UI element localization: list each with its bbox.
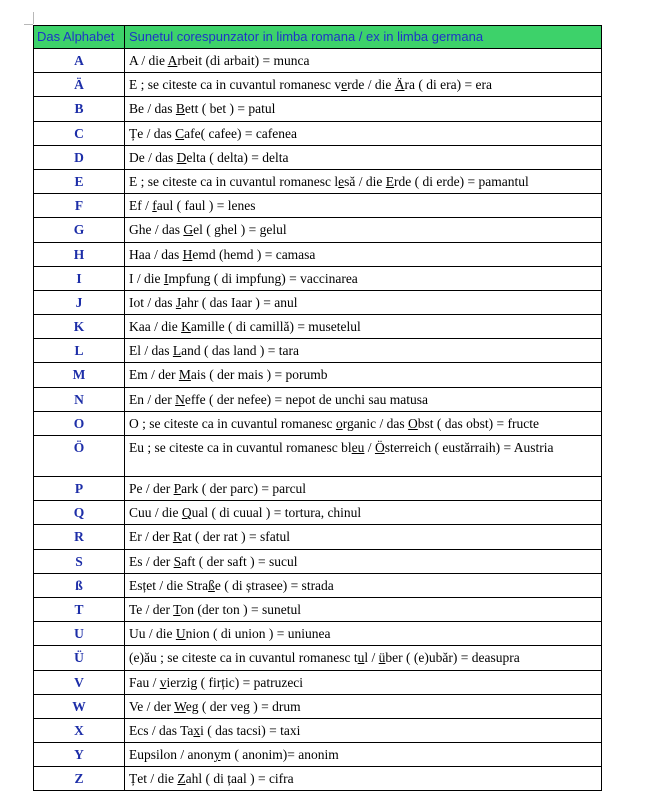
description-cell xyxy=(125,549,602,573)
table-row xyxy=(34,363,602,387)
alphabet-table xyxy=(33,25,602,791)
description-text: Er / der xyxy=(129,529,173,545)
description-cell xyxy=(125,218,602,242)
table-row xyxy=(34,266,602,290)
description-text: afe( cafee) = cafenea xyxy=(184,125,298,141)
letter-cell: V xyxy=(34,670,125,694)
description-text: and ( das land ) = tara xyxy=(181,343,299,359)
underlined-letter: o xyxy=(335,415,343,431)
description-text: De / das xyxy=(129,149,177,165)
description-text: i ( das tacsi) = taxi xyxy=(200,722,301,738)
description-text: effe ( der nefee) = nepot de unchi sau matusa xyxy=(184,391,429,407)
letter-cell: A xyxy=(34,49,125,73)
underlined-letter: U xyxy=(175,626,186,642)
letter-cell: C xyxy=(34,121,125,145)
description-cell xyxy=(125,622,602,646)
description-text: at ( der rat ) = sfatul xyxy=(181,529,290,545)
description-text: nion ( di union ) = uniunea xyxy=(185,626,331,642)
description-text: on (der ton ) = sunetul xyxy=(180,601,301,617)
table-row xyxy=(34,121,602,145)
description-text: e ( di ștrasee) = strada xyxy=(214,577,334,593)
description-cell xyxy=(125,339,602,363)
underlined-letter: u xyxy=(357,650,365,666)
letter-cell: W xyxy=(34,694,125,718)
description-cell xyxy=(125,121,602,145)
table-row xyxy=(34,145,602,169)
letter-cell: Q xyxy=(34,501,125,525)
description-text: E ; se citeste ca in cuvantul romanesc l xyxy=(129,173,339,189)
letter-cell: Ö xyxy=(34,436,125,477)
table-row xyxy=(34,622,602,646)
table-row xyxy=(34,315,602,339)
description-cell xyxy=(125,290,602,314)
table-row xyxy=(34,573,602,597)
letter-cell: Y xyxy=(34,743,125,767)
description-text: ahr ( das Iaar ) = anul xyxy=(181,294,298,310)
description-text: ra ( di era) = era xyxy=(404,77,492,93)
header-alphabet: Das Alphabet xyxy=(34,26,125,49)
table-row xyxy=(34,194,602,218)
table-header-row xyxy=(34,26,602,49)
table-row xyxy=(34,218,602,242)
table-row xyxy=(34,646,602,670)
description-text: Uu / die xyxy=(129,626,176,642)
description-cell xyxy=(125,363,602,387)
underlined-letter: v xyxy=(159,674,167,690)
description-text: I / die xyxy=(129,270,164,286)
page-corner-mark-horizontal xyxy=(24,24,33,25)
table-row xyxy=(34,339,602,363)
table-row xyxy=(34,743,602,767)
underlined-letter: A xyxy=(167,53,178,68)
underlined-letter: ü xyxy=(378,650,386,666)
description-cell xyxy=(125,670,602,694)
description-cell xyxy=(125,266,602,290)
description-text: Ef / xyxy=(129,198,153,214)
underlined-letter: C xyxy=(175,125,185,141)
description-cell xyxy=(125,694,602,718)
description-text: emd (hemd ) = camasa xyxy=(192,246,316,262)
description-text: amille ( di camillă) = musetelul xyxy=(190,319,361,335)
letter-cell: D xyxy=(34,145,125,169)
letter-cell: ß xyxy=(34,573,125,597)
underlined-letter: H xyxy=(182,246,193,262)
table-row xyxy=(34,597,602,621)
table-row xyxy=(34,501,602,525)
description-cell xyxy=(125,49,602,73)
underlined-letter: Q xyxy=(181,505,192,521)
description-text: ark ( der parc) = parcul xyxy=(181,481,307,496)
description-cell xyxy=(125,743,602,767)
description-text: Be / das xyxy=(129,101,176,117)
description-text: ierzig ( firțic) = patruzeci xyxy=(166,674,304,690)
table-row xyxy=(34,718,602,742)
description-cell xyxy=(125,436,602,477)
table-row xyxy=(34,411,602,435)
underlined-letter: T xyxy=(173,601,181,617)
table-row xyxy=(34,49,602,73)
description-text: Eu ; se citeste ca in cuvantul romanesc bl xyxy=(129,440,352,455)
table-row xyxy=(34,477,602,501)
underlined-letter: N xyxy=(175,391,185,407)
letter-cell: H xyxy=(34,242,125,266)
underlined-letter: e xyxy=(341,77,348,93)
letter-cell: P xyxy=(34,477,125,501)
description-cell xyxy=(125,525,602,549)
table-row xyxy=(34,97,602,121)
table-row xyxy=(34,436,602,477)
description-text: rde ( di erde) = pamantul xyxy=(394,173,529,189)
letter-cell: Ä xyxy=(34,73,125,97)
description-text: ais ( der mais ) = porumb xyxy=(190,367,328,383)
description-text: ahl ( di țaal ) = cifra xyxy=(185,771,294,787)
description-text: Fau / xyxy=(129,674,160,690)
description-text: En / der xyxy=(129,391,176,407)
underlined-letter: Ä xyxy=(394,77,405,93)
description-cell xyxy=(125,718,602,742)
description-text: Eupsilon / anon xyxy=(129,747,214,763)
description-text: Cuu / die xyxy=(129,505,182,521)
underlined-letter: M xyxy=(178,367,191,383)
page-corner-mark xyxy=(33,12,34,24)
letter-cell: Z xyxy=(34,767,125,791)
letter-cell: T xyxy=(34,597,125,621)
letter-cell: L xyxy=(34,339,125,363)
underlined-letter: K xyxy=(181,319,191,335)
description-text: să / die xyxy=(344,173,386,189)
description-text: Kaa / die xyxy=(129,319,182,335)
header-sound: Sunetul corespunzator in limba romana / ex in limba germana xyxy=(125,26,602,49)
underlined-letter: eu xyxy=(351,440,365,455)
description-text: mpfung ( di impfung) = vaccinarea xyxy=(168,270,358,286)
letter-cell: F xyxy=(34,194,125,218)
description-text: E ; se citeste ca in cuvantul romanesc v xyxy=(129,77,342,93)
description-text: eg ( der veg ) = drum xyxy=(185,698,301,714)
underlined-letter: e xyxy=(338,173,345,189)
underlined-letter: J xyxy=(175,294,182,310)
description-text: (e)ău ; se citeste ca in cuvantul romanesc t xyxy=(129,650,358,666)
letter-cell: U xyxy=(34,622,125,646)
description-text: rde / die xyxy=(347,77,395,93)
description-cell xyxy=(125,597,602,621)
description-text: Pe / der xyxy=(129,481,174,496)
description-text: Țet / die xyxy=(129,771,178,787)
description-cell xyxy=(125,315,602,339)
description-cell xyxy=(125,73,602,97)
underlined-letter: R xyxy=(172,529,182,545)
letter-cell: K xyxy=(34,315,125,339)
description-text: Em / der xyxy=(129,367,179,383)
description-text: rganic / das xyxy=(342,415,409,431)
letter-cell: E xyxy=(34,169,125,193)
underlined-letter: Ö xyxy=(374,440,385,455)
underlined-letter: B xyxy=(175,101,185,117)
description-text: rbeit (di arbait) = munca xyxy=(177,53,310,68)
letter-cell: I xyxy=(34,266,125,290)
letter-cell: Ü xyxy=(34,646,125,670)
letter-cell: B xyxy=(34,97,125,121)
description-text: Te / der xyxy=(129,601,174,617)
description-text: Ghe / das xyxy=(129,222,184,238)
table-row xyxy=(34,549,602,573)
table-row xyxy=(34,169,602,193)
description-cell xyxy=(125,145,602,169)
underlined-letter: x xyxy=(193,722,201,738)
underlined-letter: P xyxy=(173,481,182,496)
description-text: el ( ghel ) = gelul xyxy=(193,222,287,238)
table-row xyxy=(34,767,602,791)
letter-cell: M xyxy=(34,363,125,387)
description-cell xyxy=(125,242,602,266)
underlined-letter: L xyxy=(172,343,182,359)
letter-cell: S xyxy=(34,549,125,573)
table-row xyxy=(34,290,602,314)
underlined-letter: W xyxy=(174,698,186,714)
description-text: Ecs / das Ta xyxy=(129,722,194,738)
description-cell xyxy=(125,194,602,218)
description-cell xyxy=(125,169,602,193)
description-cell xyxy=(125,387,602,411)
description-text: elta ( delta) = delta xyxy=(186,149,289,165)
description-text: ber ( (e)ubăr) = deasupra xyxy=(385,650,520,666)
description-text: m ( anonim)= anonim xyxy=(220,747,339,763)
description-cell xyxy=(125,411,602,435)
table-row xyxy=(34,242,602,266)
letter-cell: R xyxy=(34,525,125,549)
underlined-letter: G xyxy=(183,222,194,238)
description-cell xyxy=(125,477,602,501)
description-text: Ve / der xyxy=(129,698,175,714)
description-cell xyxy=(125,646,602,670)
description-text: / xyxy=(364,440,375,455)
description-cell xyxy=(125,97,602,121)
table-row xyxy=(34,387,602,411)
underlined-letter: ß xyxy=(208,577,215,593)
letter-cell: X xyxy=(34,718,125,742)
underlined-letter: O xyxy=(408,415,418,431)
description-text: El / das xyxy=(129,343,173,359)
description-cell xyxy=(125,501,602,525)
description-cell xyxy=(125,767,602,791)
table-row xyxy=(34,73,602,97)
description-text: Esțet / die Stra xyxy=(129,577,209,593)
description-text: bst ( das obst) = fructe xyxy=(417,415,540,431)
description-text: Haa / das xyxy=(129,246,183,262)
underlined-letter: I xyxy=(163,270,169,286)
underlined-letter: f xyxy=(152,198,157,214)
description-text: sterreich ( eustărraih) = Austria xyxy=(384,440,554,455)
description-text: Es / der xyxy=(129,553,174,569)
description-text: A / die xyxy=(129,53,168,68)
underlined-letter: D xyxy=(176,149,187,165)
description-text: Țe / das xyxy=(129,125,176,141)
table-row xyxy=(34,525,602,549)
table-body xyxy=(34,49,602,791)
description-cell xyxy=(125,573,602,597)
letter-cell: J xyxy=(34,290,125,314)
description-text: aul ( faul ) = lenes xyxy=(156,198,256,214)
letter-cell: G xyxy=(34,218,125,242)
letter-cell: N xyxy=(34,387,125,411)
underlined-letter: S xyxy=(173,553,182,569)
description-text: Iot / das xyxy=(129,294,176,310)
letter-cell: O xyxy=(34,411,125,435)
underlined-letter: y xyxy=(213,747,221,763)
description-text: ett ( bet ) = patul xyxy=(184,101,276,117)
table-row xyxy=(34,694,602,718)
description-text: O ; se citeste ca in cuvantul romanesc xyxy=(129,415,336,431)
underlined-letter: E xyxy=(385,173,395,189)
underlined-letter: Z xyxy=(177,771,186,787)
table-row xyxy=(34,670,602,694)
description-text: aft ( der saft ) = sucul xyxy=(181,553,298,569)
description-text: l / xyxy=(364,650,379,666)
description-text: ual ( di cuual ) = tortura, chinul xyxy=(191,505,362,521)
